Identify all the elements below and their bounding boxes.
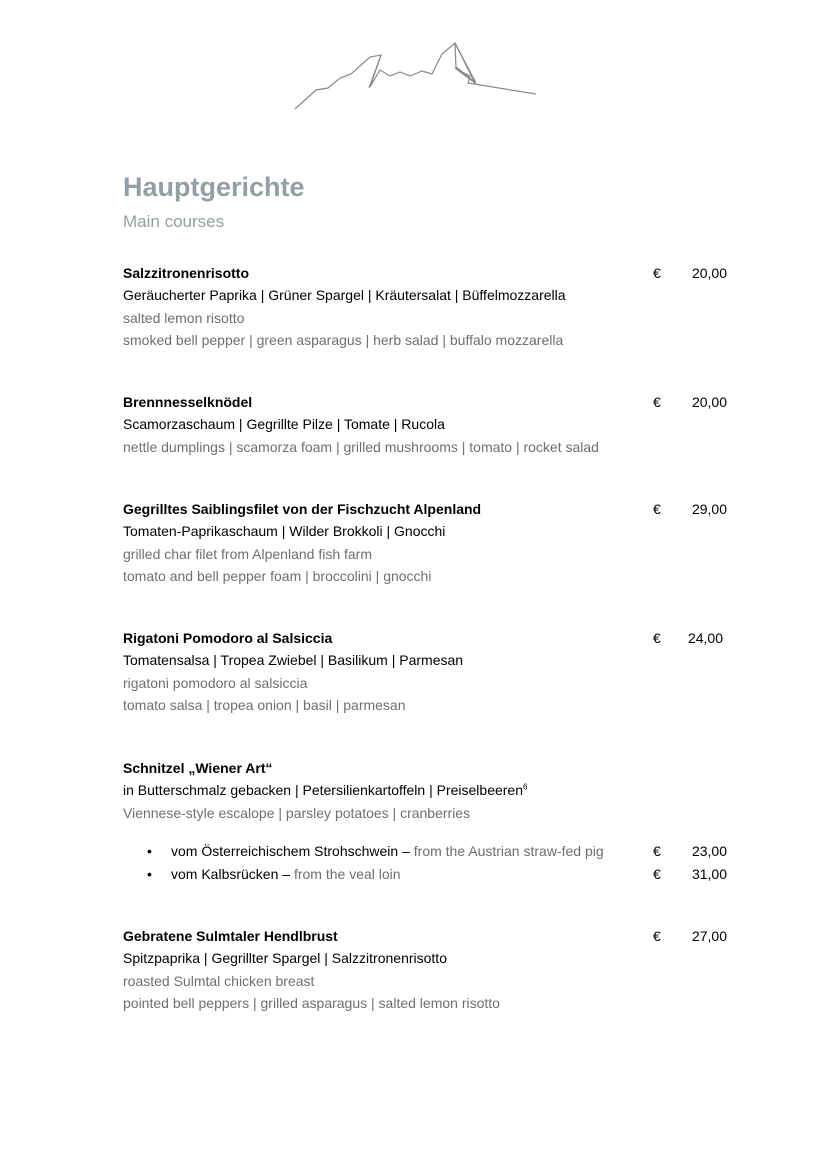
- dish-name-en: grilled char filet from Alpenland fish farm: [123, 545, 372, 562]
- dish-price: [653, 498, 733, 520]
- option-label: [171, 840, 604, 863]
- menu-item: [123, 925, 733, 1014]
- currency-symbol: €: [653, 394, 661, 410]
- dish-description-de: Scamorzaschaum | Gegrillte Pilze | Tomate | Rucola: [123, 416, 445, 433]
- option-label-en: from the Austrian straw-fed pig: [409, 843, 604, 859]
- price-amount: 20,00: [691, 394, 727, 410]
- dish-name: Gebratene Sulmtaler Hendlbrust: [123, 928, 338, 944]
- dish-price: [653, 262, 733, 284]
- option-label-de: vom Österreichischem Strohschwein –: [171, 843, 410, 859]
- dish-name: Brennnesselknödel: [123, 394, 253, 410]
- currency-symbol: €: [653, 843, 661, 859]
- currency-symbol: €: [653, 928, 661, 944]
- dish-name: Schnitzel „Wiener Art“: [123, 760, 273, 776]
- list-item: [123, 863, 733, 886]
- menu-item: [123, 391, 733, 458]
- dish-name-en: rigatoni pomodoro al salsiccia: [123, 674, 308, 691]
- menu-item: [123, 262, 733, 351]
- schnitzel-options-list: [123, 840, 733, 886]
- currency-symbol: €: [653, 866, 661, 882]
- page-subtitle: Main courses: [123, 212, 225, 231]
- list-item: [123, 840, 733, 863]
- option-label-en: from the veal loin: [290, 866, 401, 882]
- dish-name-en: salted lemon risotto: [123, 309, 245, 326]
- dish-name-en: roasted Sulmtal chicken breast: [123, 972, 315, 989]
- dish-name: Salzzitronenrisotto: [123, 265, 250, 281]
- menu-item: [123, 498, 733, 587]
- dish-description-en: tomato and bell pepper foam | broccolini | gnocchi: [123, 567, 432, 584]
- currency-symbol: €: [653, 630, 661, 646]
- dish-description-en: smoked bell pepper | green asparagus | herb salad | buffalo mozzarella: [123, 331, 564, 348]
- price-amount: 27,00: [691, 928, 727, 944]
- dish-description-de: Geräucherter Paprika | Grüner Spargel | Kräutersalat | Büffelmozzarella: [123, 287, 566, 304]
- mountain-logo-icon: [290, 38, 540, 114]
- currency-symbol: €: [653, 265, 661, 281]
- page-title: Hauptgerichte: [123, 172, 305, 202]
- menu-item: [123, 757, 733, 824]
- dish-description-en: nettle dumplings | scamorza foam | grilled mushrooms | tomato | rocket salad: [123, 438, 599, 455]
- dish-description-de: Tomaten-Paprikaschaum | Wilder Brokkoli | Gnocchi: [123, 523, 446, 540]
- bullet-icon: •: [147, 843, 152, 859]
- dish-description-de: Tomatensalsa | Tropea Zwiebel | Basilikum | Parmesan: [123, 652, 464, 669]
- dish-description-en: Viennese-style escalope | parsley potatoes | cranberries: [123, 804, 471, 821]
- bullet-icon: •: [147, 866, 152, 882]
- dish-description-de: Spitzpaprika | Gegrillter Spargel | Salzzitronenrisotto: [123, 950, 447, 967]
- currency-symbol: €: [653, 501, 661, 517]
- price-amount: 20,00: [691, 265, 727, 281]
- dish-description-en: pointed bell peppers | grilled asparagus | salted lemon risotto: [123, 994, 500, 1011]
- allergen-footnote: 6: [523, 782, 528, 792]
- price-amount: 24,00: [687, 630, 723, 646]
- price-amount: 31,00: [691, 866, 727, 882]
- dish-price: [653, 925, 733, 947]
- price-amount: 29,00: [691, 501, 727, 517]
- option-label-de: vom Kalbsrücken –: [171, 866, 291, 882]
- option-price: [653, 840, 733, 862]
- dish-name: Gegrilltes Saiblingsfilet von der Fischzucht Alpenland: [123, 501, 482, 517]
- dish-description-text: in Butterschmalz gebacken | Petersilienkartoffeln | Preiselbeeren: [123, 782, 524, 799]
- price-amount: 23,00: [691, 843, 727, 859]
- option-label: [171, 863, 401, 886]
- dish-price: [653, 391, 733, 413]
- dish-description-en: tomato salsa | tropea onion | basil | parmesan: [123, 696, 406, 713]
- menu-item: [123, 627, 733, 716]
- option-price: [653, 863, 733, 885]
- dish-name: Rigatoni Pomodoro al Salsiccia: [123, 630, 333, 646]
- dish-price: [653, 627, 733, 649]
- dish-description-de: [123, 779, 733, 801]
